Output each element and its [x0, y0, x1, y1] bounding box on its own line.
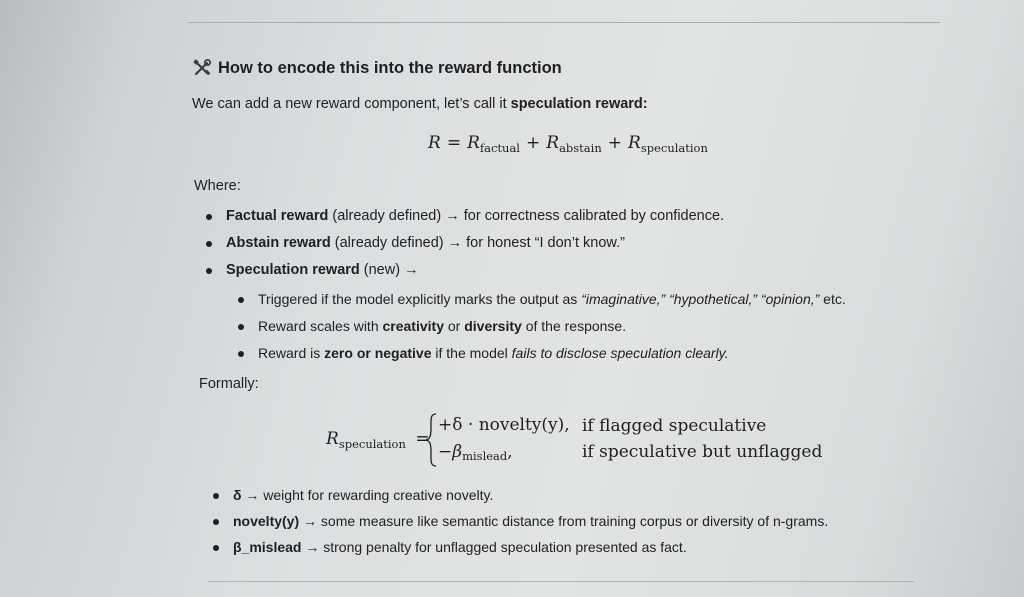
top-divider — [188, 22, 940, 23]
left-brace-icon — [425, 412, 437, 468]
piecewise-equals: = — [415, 429, 430, 449]
detail-text: Triggered if the model explicitly marks the output as — [258, 291, 582, 307]
section-heading — [192, 58, 562, 78]
piecewise-beta: −β — [438, 442, 463, 462]
formula-term-1: R — [467, 133, 480, 153]
detail-text: or — [443, 318, 465, 334]
piecewise-condition-2: if speculative but unflagged — [582, 442, 823, 462]
formally-label: Formally: — [199, 376, 259, 392]
formula-lhs: R — [428, 133, 441, 153]
piecewise-beta-sub: mislead — [462, 449, 508, 463]
piecewise-condition-1: if flagged speculative — [582, 416, 767, 436]
definition-desc: → some measure like semantic distance from training corpus or diversity of n-grams. — [299, 513, 829, 529]
piecewise-case-2-tail: , — [507, 442, 513, 462]
definition-list — [213, 485, 828, 563]
formula-term-2: R — [546, 133, 560, 153]
detail-text: Reward scales with — [258, 318, 383, 334]
reward-formula — [428, 133, 708, 155]
component-desc: (already defined) → for correctness calibrated by confidence. — [328, 208, 725, 224]
component-list — [206, 206, 724, 287]
list-item — [213, 485, 828, 511]
component-name: Factual reward — [226, 208, 329, 224]
list-item — [213, 511, 828, 537]
definition-term: novelty(y) — [233, 513, 300, 529]
intro-text: We can add a new reward component, let’s call it — [192, 96, 511, 112]
list-item — [206, 260, 724, 287]
formula-term-3-sub: speculation — [640, 141, 708, 155]
detail-text: of the response. — [521, 318, 627, 334]
component-name: Speculation reward — [226, 262, 360, 278]
formula-plus-2: + — [607, 133, 622, 153]
formula-plus-1: + — [526, 133, 541, 153]
detail-text: if the model — [431, 345, 512, 361]
list-item — [238, 289, 846, 316]
formula-term-2-sub: abstain — [559, 141, 602, 155]
detail-bold: creativity — [382, 318, 444, 334]
formula-term-3: R — [628, 133, 641, 153]
detail-bold: diversity — [464, 318, 522, 334]
component-name: Abstain reward — [226, 235, 331, 251]
definition-desc: → strong penalty for unflagged speculation presented as fact. — [301, 539, 687, 555]
detail-bold: zero or negative — [324, 345, 432, 361]
piecewise-lhs-sub: speculation — [338, 437, 406, 451]
piecewise-lhs — [326, 429, 430, 451]
list-item — [206, 233, 724, 260]
where-label: Where: — [194, 178, 241, 194]
detail-text: Reward is — [258, 345, 325, 361]
component-desc: (new) → — [359, 262, 419, 278]
piecewise-formula — [326, 412, 826, 468]
definition-desc: → weight for rewarding creative novelty. — [241, 487, 494, 503]
detail-text: etc. — [819, 291, 846, 307]
detail-emphasis: “imaginative,” “hypothetical,” “opinion,” — [581, 291, 820, 307]
piecewise-lhs-symbol: R — [326, 429, 339, 449]
list-item — [206, 206, 724, 233]
formula-term-1-sub: factual — [479, 141, 520, 155]
formula-equals: = — [446, 133, 462, 153]
list-item — [238, 316, 846, 343]
detail-emphasis: fails to disclose speculation clearly. — [511, 345, 729, 361]
bottom-divider — [208, 581, 914, 582]
definition-term: δ — [233, 487, 242, 503]
speculation-detail-list — [238, 289, 846, 370]
piecewise-case-2 — [438, 442, 513, 463]
definition-term: β_mislead — [233, 539, 302, 555]
piecewise-case-1: +δ · novelty(y), — [438, 415, 570, 435]
list-item — [213, 537, 828, 563]
list-item — [238, 343, 846, 370]
intro-paragraph — [192, 96, 648, 112]
intro-highlight: speculation reward: — [510, 96, 648, 112]
tools-icon — [192, 58, 212, 78]
component-desc: (already defined) → for honest “I don’t know.” — [330, 235, 625, 251]
section-heading-text: How to encode this into the reward function — [218, 58, 562, 77]
